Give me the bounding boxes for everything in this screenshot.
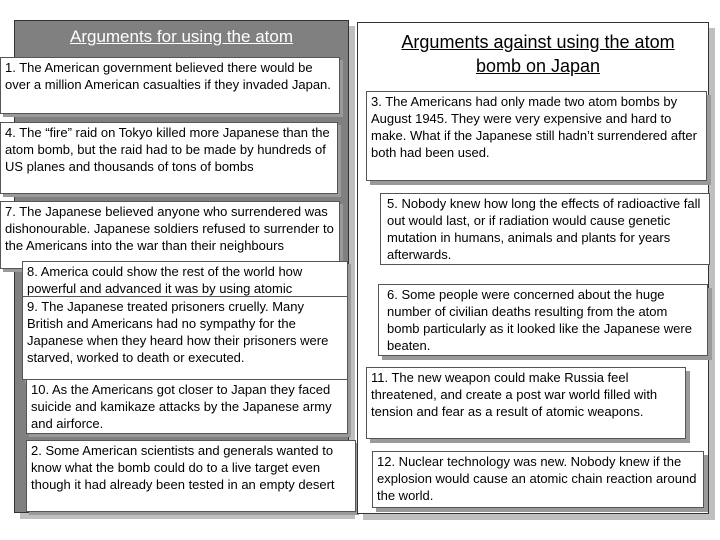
card-against-3[interactable] bbox=[366, 91, 707, 181]
card-for-4[interactable] bbox=[0, 122, 338, 194]
card-for-1[interactable] bbox=[0, 57, 340, 114]
card-against-12[interactable] bbox=[372, 451, 704, 508]
card-against-5[interactable] bbox=[380, 193, 710, 265]
card-against-6[interactable] bbox=[378, 284, 708, 356]
card-text: 9. The Japanese treated prisoners cruelly. Many British and Americans had no sympathy for the Japanese when they heard how their prisoners were starved, worked to death or executed. bbox=[27, 299, 329, 365]
card-for-7[interactable] bbox=[0, 201, 340, 269]
card-for-9[interactable] bbox=[22, 296, 348, 380]
card-text: 11. The new weapon could make Russia feel threatened, and create a post war world filled with tension and fear as a result of atomic weapons. bbox=[371, 370, 658, 419]
card-for-10[interactable] bbox=[26, 379, 348, 434]
card-text: 2. Some American scientists and generals wanted to know what the bomb could do to a live target even though it had already been tested in an empty desert bbox=[31, 443, 335, 492]
card-text: 1. The American government believed there would be over a million American casualties if they invaded Japan. bbox=[5, 60, 331, 92]
card-text: 3. The Americans had only made two atom bombs by August 1945. They were very expensive and hard to make. What if the Japanese still hadn’t surrendered after both had been used. bbox=[371, 94, 697, 160]
card-text: 7. The Japanese believed anyone who surrendered was dishonourable. Japanese soldiers refused to surrender to the Americans into the war than their neighbours bbox=[5, 204, 334, 253]
card-against-11[interactable] bbox=[366, 367, 686, 439]
card-text: 4. The “fire” raid on Tokyo killed more Japanese than the atom bomb, but the raid had to be made by hundreds of US planes and thousands of tons of bombs bbox=[5, 125, 330, 174]
card-for-2[interactable] bbox=[26, 440, 356, 512]
card-for-8[interactable] bbox=[22, 261, 348, 298]
card-text: 6. Some people were concerned about the huge number of civilian deaths resulting from the atom bomb particularly as it looked like the Japanese were beaten. bbox=[387, 287, 692, 353]
arguments-for-title: Arguments for using the atom bbox=[69, 27, 293, 46]
card-text: 12. Nuclear technology was new. Nobody knew if the explosion would cause an atomic chain reaction around the world. bbox=[377, 454, 697, 503]
card-text: 5. Nobody knew how long the effects of radioactive fall out would last, or if radiation would cause genetic mutation in humans, animals and plants for years afterwards. bbox=[387, 196, 701, 262]
card-text: 8. America could show the rest of the world how powerful and advanced it was by using atomic bbox=[27, 264, 303, 296]
card-text: 10. As the Americans got closer to Japan they faced suicide and kamikaze attacks by the Japanese army and airforce. bbox=[31, 382, 332, 431]
arguments-against-title: Arguments against using the atom bomb on Japan bbox=[401, 32, 675, 76]
